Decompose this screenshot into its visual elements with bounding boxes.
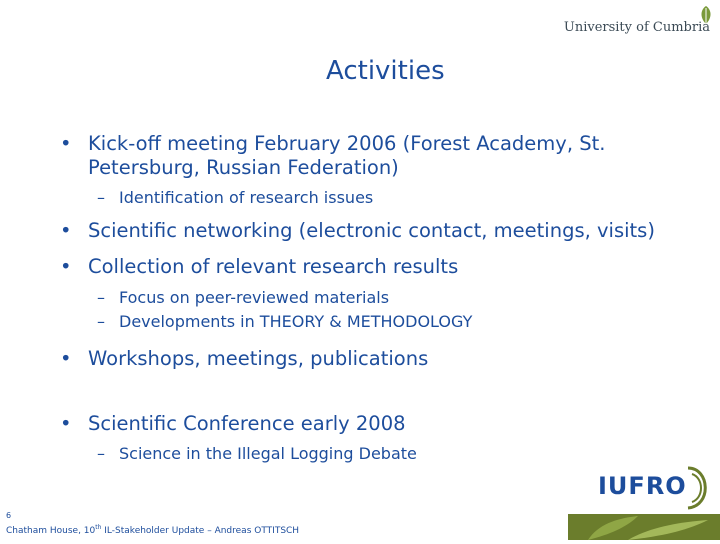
footer-post: IL-Stakeholder Update – Andreas OTTITSCH <box>101 526 300 536</box>
sub-bullet-item <box>60 287 680 309</box>
dash-icon: – <box>97 312 105 331</box>
bullet-text: Scientific networking (electronic contact, meetings, visits) <box>88 219 655 242</box>
bullet-text: Kick-off meeting February 2006 (Forest Academy, St. Petersburg, Russian Federation) <box>88 132 606 179</box>
university-logo <box>563 4 718 42</box>
sub-bullet-item <box>60 187 680 209</box>
sub-bullet-text: Focus on peer-reviewed materials <box>119 288 390 307</box>
footer-pre: Chatham House, 10 <box>6 526 96 536</box>
iufro-logo <box>584 462 714 514</box>
bullet-icon: • <box>60 412 72 435</box>
bullet-icon: • <box>60 132 72 155</box>
sub-bullet-item <box>60 311 680 333</box>
dash-icon: – <box>97 188 105 207</box>
bullet-text: Collection of relevant research results <box>88 255 459 278</box>
leaf-icon <box>568 514 720 540</box>
bullet-item <box>60 255 680 279</box>
bullet-text: Workshops, meetings, publications <box>88 347 429 370</box>
sub-bullet-text: Science in the Illegal Logging Debate <box>119 444 417 463</box>
bullet-icon: • <box>60 347 72 370</box>
bullet-item <box>60 412 680 436</box>
slide-content <box>60 132 680 465</box>
footer-sup: th <box>95 524 102 531</box>
page-number: 6 <box>6 511 12 520</box>
bullet-item <box>60 347 680 371</box>
footer-text <box>6 524 299 536</box>
university-logo-text: University of Cumbria <box>563 20 710 35</box>
bullet-icon: • <box>60 255 72 278</box>
sub-bullet-text: Identification of research issues <box>119 188 374 207</box>
dash-icon: – <box>97 288 105 307</box>
bullet-icon: • <box>60 219 72 242</box>
sub-bullet-text: Developments in THEORY & METHODOLOGY <box>119 312 473 331</box>
iufro-logo-text: IUFRO <box>598 472 687 500</box>
bullet-item <box>60 219 680 243</box>
leaf-banner <box>568 514 720 540</box>
slide-title: Activities <box>326 56 445 86</box>
bullet-item <box>60 132 680 180</box>
dash-icon: – <box>97 444 105 463</box>
bullet-text: Scientific Conference early 2008 <box>88 412 406 435</box>
